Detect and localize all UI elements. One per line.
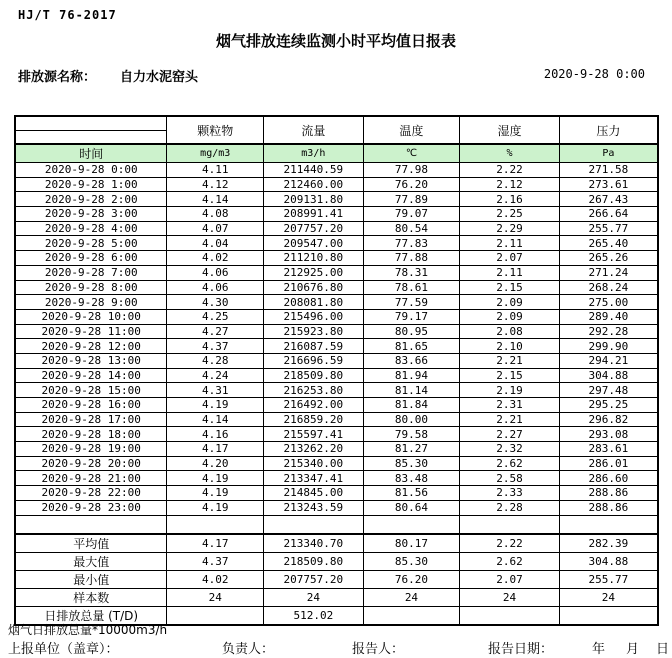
unit-cell-pm: mg/m3 bbox=[167, 144, 264, 163]
summary-value-cell: 24 bbox=[460, 588, 560, 606]
summary-label-cell: 平均值 bbox=[15, 534, 167, 553]
value-cell: 2.21 bbox=[460, 412, 560, 427]
value-cell: 265.40 bbox=[559, 236, 658, 251]
value-cell: 296.82 bbox=[559, 412, 658, 427]
time-cell: 2020-9-28 21:00 bbox=[15, 471, 167, 486]
month-label: 月 bbox=[626, 642, 640, 657]
value-cell: 215923.80 bbox=[264, 324, 364, 339]
time-cell: 2020-9-28 11:00 bbox=[15, 324, 167, 339]
value-cell: 2.31 bbox=[460, 398, 560, 413]
value-cell: 77.89 bbox=[363, 192, 460, 207]
time-cell: 2020-9-28 4:00 bbox=[15, 221, 167, 236]
value-cell: 213347.41 bbox=[264, 471, 364, 486]
summary-value-cell: 4.02 bbox=[167, 570, 264, 588]
table-row bbox=[15, 309, 658, 324]
summary-value-cell: 24 bbox=[264, 588, 364, 606]
value-cell: 211440.59 bbox=[264, 163, 364, 178]
table-row bbox=[15, 412, 658, 427]
summary-row bbox=[15, 570, 658, 588]
value-cell: 2.32 bbox=[460, 442, 560, 457]
unit-cell-pressure: Pa bbox=[559, 144, 658, 163]
value-cell: 283.61 bbox=[559, 442, 658, 457]
value-cell: 216696.59 bbox=[264, 353, 364, 368]
value-cell: 213243.59 bbox=[264, 500, 364, 515]
value-cell: 304.88 bbox=[559, 368, 658, 383]
value-cell: 209547.00 bbox=[264, 236, 364, 251]
value-cell: 288.86 bbox=[559, 500, 658, 515]
value-cell: 271.24 bbox=[559, 265, 658, 280]
table-row bbox=[15, 486, 658, 501]
value-cell: 4.12 bbox=[167, 177, 264, 192]
value-cell: 4.27 bbox=[167, 324, 264, 339]
value-cell: 2.62 bbox=[460, 456, 560, 471]
spacer-cell bbox=[15, 515, 167, 534]
summary-label-cell: 最小值 bbox=[15, 570, 167, 588]
value-cell: 2.08 bbox=[460, 324, 560, 339]
value-cell: 216253.80 bbox=[264, 383, 364, 398]
table-row bbox=[15, 163, 658, 178]
value-cell: 4.16 bbox=[167, 427, 264, 442]
value-cell: 4.06 bbox=[167, 280, 264, 295]
value-cell: 267.43 bbox=[559, 192, 658, 207]
value-cell: 81.14 bbox=[363, 383, 460, 398]
value-cell: 299.90 bbox=[559, 339, 658, 354]
column-header-pm: 颗粒物 bbox=[167, 116, 264, 144]
value-cell: 2.22 bbox=[460, 163, 560, 178]
time-cell: 2020-9-28 18:00 bbox=[15, 427, 167, 442]
table-row bbox=[15, 353, 658, 368]
time-cell: 2020-9-28 15:00 bbox=[15, 383, 167, 398]
signature-line bbox=[0, 638, 672, 657]
source-line bbox=[18, 66, 198, 85]
value-cell: 294.21 bbox=[559, 353, 658, 368]
value-cell: 83.48 bbox=[363, 471, 460, 486]
time-cell: 2020-9-28 10:00 bbox=[15, 309, 167, 324]
value-cell: 85.30 bbox=[363, 456, 460, 471]
value-cell: 2.19 bbox=[460, 383, 560, 398]
value-cell: 210676.80 bbox=[264, 280, 364, 295]
value-cell: 213262.20 bbox=[264, 442, 364, 457]
value-cell: 4.30 bbox=[167, 295, 264, 310]
value-cell: 275.00 bbox=[559, 295, 658, 310]
value-cell: 77.88 bbox=[363, 251, 460, 266]
reporter-label: 报告人： bbox=[352, 642, 405, 657]
value-cell: 216492.00 bbox=[264, 398, 364, 413]
time-cell: 2020-9-28 19:00 bbox=[15, 442, 167, 457]
page-title: 烟气排放连续监测小时平均值日报表 bbox=[215, 32, 456, 50]
table-row bbox=[15, 500, 658, 515]
value-cell: 4.08 bbox=[167, 207, 264, 222]
time-header-cell: 时间 bbox=[15, 144, 167, 163]
value-cell: 209131.80 bbox=[264, 192, 364, 207]
summary-label-cell: 最大值 bbox=[15, 552, 167, 570]
table-row bbox=[15, 192, 658, 207]
value-cell: 4.11 bbox=[167, 163, 264, 178]
table-row bbox=[15, 339, 658, 354]
source-name: 自力水泥窑头 bbox=[120, 70, 199, 85]
summary-value-cell: 76.20 bbox=[363, 570, 460, 588]
table-row bbox=[15, 295, 658, 310]
time-cell: 2020-9-28 5:00 bbox=[15, 236, 167, 251]
value-cell: 78.31 bbox=[363, 265, 460, 280]
value-cell: 2.33 bbox=[460, 486, 560, 501]
value-cell: 79.07 bbox=[363, 207, 460, 222]
unit-cell-flow: m3/h bbox=[264, 144, 364, 163]
summary-value-cell: 282.39 bbox=[559, 534, 658, 553]
report-datetime: 2020-9-28 0:00 bbox=[543, 67, 645, 81]
time-cell: 2020-9-28 3:00 bbox=[15, 207, 167, 222]
value-cell: 216087.59 bbox=[264, 339, 364, 354]
value-cell: 2.16 bbox=[460, 192, 560, 207]
report-table bbox=[14, 115, 659, 626]
value-cell: 77.98 bbox=[363, 163, 460, 178]
value-cell: 4.02 bbox=[167, 251, 264, 266]
value-cell: 208991.41 bbox=[264, 207, 364, 222]
column-header-flow: 流量 bbox=[264, 116, 364, 144]
summary-value-cell bbox=[167, 606, 264, 625]
summary-row bbox=[15, 588, 658, 606]
time-cell: 2020-9-28 6:00 bbox=[15, 251, 167, 266]
report-table-body bbox=[15, 163, 658, 625]
spacer-cell bbox=[460, 515, 560, 534]
value-cell: 297.48 bbox=[559, 383, 658, 398]
value-cell: 271.58 bbox=[559, 163, 658, 178]
value-cell: 79.58 bbox=[363, 427, 460, 442]
value-cell: 2.27 bbox=[460, 427, 560, 442]
table-row bbox=[15, 236, 658, 251]
value-cell: 2.15 bbox=[460, 368, 560, 383]
value-cell: 81.56 bbox=[363, 486, 460, 501]
time-cell: 2020-9-28 7:00 bbox=[15, 265, 167, 280]
value-cell: 79.17 bbox=[363, 309, 460, 324]
column-header-humidity: 湿度 bbox=[460, 116, 560, 144]
value-cell: 215496.00 bbox=[264, 309, 364, 324]
table-row bbox=[15, 280, 658, 295]
value-cell: 273.61 bbox=[559, 177, 658, 192]
value-cell: 268.24 bbox=[559, 280, 658, 295]
source-label: 排放源名称： bbox=[18, 70, 97, 85]
value-cell: 207757.20 bbox=[264, 221, 364, 236]
summary-value-cell: 24 bbox=[363, 588, 460, 606]
time-cell: 2020-9-28 20:00 bbox=[15, 456, 167, 471]
spacer-row bbox=[15, 515, 658, 534]
value-cell: 288.86 bbox=[559, 486, 658, 501]
summary-value-cell bbox=[460, 606, 560, 625]
table-row bbox=[15, 324, 658, 339]
value-cell: 212460.00 bbox=[264, 177, 364, 192]
value-cell: 265.26 bbox=[559, 251, 658, 266]
table-row bbox=[15, 456, 658, 471]
value-cell: 4.14 bbox=[167, 192, 264, 207]
value-cell: 2.09 bbox=[460, 309, 560, 324]
summary-value-cell: 4.37 bbox=[167, 552, 264, 570]
value-cell: 255.77 bbox=[559, 221, 658, 236]
spacer-cell bbox=[167, 515, 264, 534]
table-row bbox=[15, 398, 658, 413]
value-cell: 215340.00 bbox=[264, 456, 364, 471]
value-cell: 4.06 bbox=[167, 265, 264, 280]
value-cell: 80.00 bbox=[363, 412, 460, 427]
value-cell: 77.83 bbox=[363, 236, 460, 251]
value-cell: 286.01 bbox=[559, 456, 658, 471]
footer-note: 烟气日排放总量*10000m3/h bbox=[8, 623, 168, 637]
time-cell: 2020-9-28 17:00 bbox=[15, 412, 167, 427]
value-cell: 83.66 bbox=[363, 353, 460, 368]
report-date-label: 报告日期： bbox=[488, 642, 554, 657]
summary-label-cell: 样本数 bbox=[15, 588, 167, 606]
value-cell: 2.12 bbox=[460, 177, 560, 192]
summary-value-cell: 304.88 bbox=[559, 552, 658, 570]
value-cell: 2.11 bbox=[460, 265, 560, 280]
value-cell: 2.10 bbox=[460, 339, 560, 354]
summary-value-cell: 24 bbox=[559, 588, 658, 606]
value-cell: 2.11 bbox=[460, 236, 560, 251]
corner-cell-bottom bbox=[15, 131, 167, 145]
value-cell: 216859.20 bbox=[264, 412, 364, 427]
value-cell: 212925.00 bbox=[264, 265, 364, 280]
unit-cell-temperature: ℃ bbox=[363, 144, 460, 163]
summary-value-cell: 255.77 bbox=[559, 570, 658, 588]
value-cell: 211210.80 bbox=[264, 251, 364, 266]
summary-value-cell: 2.62 bbox=[460, 552, 560, 570]
summary-value-cell: 207757.20 bbox=[264, 570, 364, 588]
value-cell: 215597.41 bbox=[264, 427, 364, 442]
value-cell: 81.65 bbox=[363, 339, 460, 354]
value-cell: 293.08 bbox=[559, 427, 658, 442]
value-cell: 4.19 bbox=[167, 471, 264, 486]
value-cell: 4.28 bbox=[167, 353, 264, 368]
value-cell: 4.19 bbox=[167, 486, 264, 501]
value-cell: 4.37 bbox=[167, 339, 264, 354]
time-cell: 2020-9-28 1:00 bbox=[15, 177, 167, 192]
summary-value-cell: 80.17 bbox=[363, 534, 460, 553]
value-cell: 80.64 bbox=[363, 500, 460, 515]
value-cell: 77.59 bbox=[363, 295, 460, 310]
summary-value-cell: 2.22 bbox=[460, 534, 560, 553]
value-cell: 4.24 bbox=[167, 368, 264, 383]
summary-value-cell: 4.17 bbox=[167, 534, 264, 553]
time-cell: 2020-9-28 9:00 bbox=[15, 295, 167, 310]
table-row bbox=[15, 383, 658, 398]
column-header-pressure: 压力 bbox=[559, 116, 658, 144]
summary-value-cell: 512.02 bbox=[264, 606, 364, 625]
time-cell: 2020-9-28 8:00 bbox=[15, 280, 167, 295]
value-cell: 295.25 bbox=[559, 398, 658, 413]
year-label: 年 bbox=[592, 642, 606, 657]
value-cell: 81.27 bbox=[363, 442, 460, 457]
summary-row bbox=[15, 534, 658, 553]
table-row bbox=[15, 442, 658, 457]
spacer-cell bbox=[559, 515, 658, 534]
report-unit-label: 上报单位（盖章）： bbox=[8, 642, 119, 657]
value-cell: 218509.80 bbox=[264, 368, 364, 383]
value-cell: 4.07 bbox=[167, 221, 264, 236]
value-cell: 80.95 bbox=[363, 324, 460, 339]
responsible-label: 负责人： bbox=[222, 642, 275, 657]
value-cell: 4.19 bbox=[167, 398, 264, 413]
table-row bbox=[15, 221, 658, 236]
standard-code: HJ/T 76-2017 bbox=[18, 8, 117, 22]
time-cell: 2020-9-28 23:00 bbox=[15, 500, 167, 515]
value-cell: 4.19 bbox=[167, 500, 264, 515]
time-cell: 2020-9-28 14:00 bbox=[15, 368, 167, 383]
time-cell: 2020-9-28 16:00 bbox=[15, 398, 167, 413]
value-cell: 2.09 bbox=[460, 295, 560, 310]
value-cell: 4.25 bbox=[167, 309, 264, 324]
value-cell: 80.54 bbox=[363, 221, 460, 236]
summary-value-cell bbox=[363, 606, 460, 625]
summary-value-cell bbox=[559, 606, 658, 625]
summary-value-cell: 85.30 bbox=[363, 552, 460, 570]
value-cell: 214845.00 bbox=[264, 486, 364, 501]
corner-cell-top bbox=[15, 116, 167, 131]
value-cell: 2.58 bbox=[460, 471, 560, 486]
value-cell: 4.20 bbox=[167, 456, 264, 471]
unit-row bbox=[15, 144, 658, 163]
value-cell: 81.84 bbox=[363, 398, 460, 413]
time-cell: 2020-9-28 22:00 bbox=[15, 486, 167, 501]
table-row bbox=[15, 207, 658, 222]
time-cell: 2020-9-28 2:00 bbox=[15, 192, 167, 207]
table-row bbox=[15, 368, 658, 383]
value-cell: 2.21 bbox=[460, 353, 560, 368]
summary-value-cell: 2.07 bbox=[460, 570, 560, 588]
value-cell: 4.31 bbox=[167, 383, 264, 398]
summary-value-cell: 218509.80 bbox=[264, 552, 364, 570]
unit-cell-humidity: % bbox=[460, 144, 560, 163]
value-cell: 208081.80 bbox=[264, 295, 364, 310]
time-cell: 2020-9-28 12:00 bbox=[15, 339, 167, 354]
value-cell: 266.64 bbox=[559, 207, 658, 222]
spacer-cell bbox=[264, 515, 364, 534]
time-cell: 2020-9-28 13:00 bbox=[15, 353, 167, 368]
table-row bbox=[15, 427, 658, 442]
table-row bbox=[15, 177, 658, 192]
value-cell: 4.17 bbox=[167, 442, 264, 457]
table-row bbox=[15, 251, 658, 266]
column-header-temperature: 温度 bbox=[363, 116, 460, 144]
table-header-row bbox=[15, 116, 658, 131]
value-cell: 4.14 bbox=[167, 412, 264, 427]
value-cell: 289.40 bbox=[559, 309, 658, 324]
value-cell: 81.94 bbox=[363, 368, 460, 383]
table-row bbox=[15, 265, 658, 280]
value-cell: 2.28 bbox=[460, 500, 560, 515]
value-cell: 76.20 bbox=[363, 177, 460, 192]
table-row bbox=[15, 471, 658, 486]
spacer-cell bbox=[363, 515, 460, 534]
value-cell: 286.60 bbox=[559, 471, 658, 486]
summary-value-cell: 24 bbox=[167, 588, 264, 606]
value-cell: 2.07 bbox=[460, 251, 560, 266]
summary-row bbox=[15, 552, 658, 570]
value-cell: 2.29 bbox=[460, 221, 560, 236]
value-cell: 2.25 bbox=[460, 207, 560, 222]
day-label: 日 bbox=[656, 642, 670, 657]
time-cell: 2020-9-28 0:00 bbox=[15, 163, 167, 178]
summary-value-cell: 213340.70 bbox=[264, 534, 364, 553]
value-cell: 2.15 bbox=[460, 280, 560, 295]
value-cell: 292.28 bbox=[559, 324, 658, 339]
value-cell: 78.61 bbox=[363, 280, 460, 295]
value-cell: 4.04 bbox=[167, 236, 264, 251]
summary-label-cell: 日排放总量 (T/D) bbox=[15, 606, 167, 625]
